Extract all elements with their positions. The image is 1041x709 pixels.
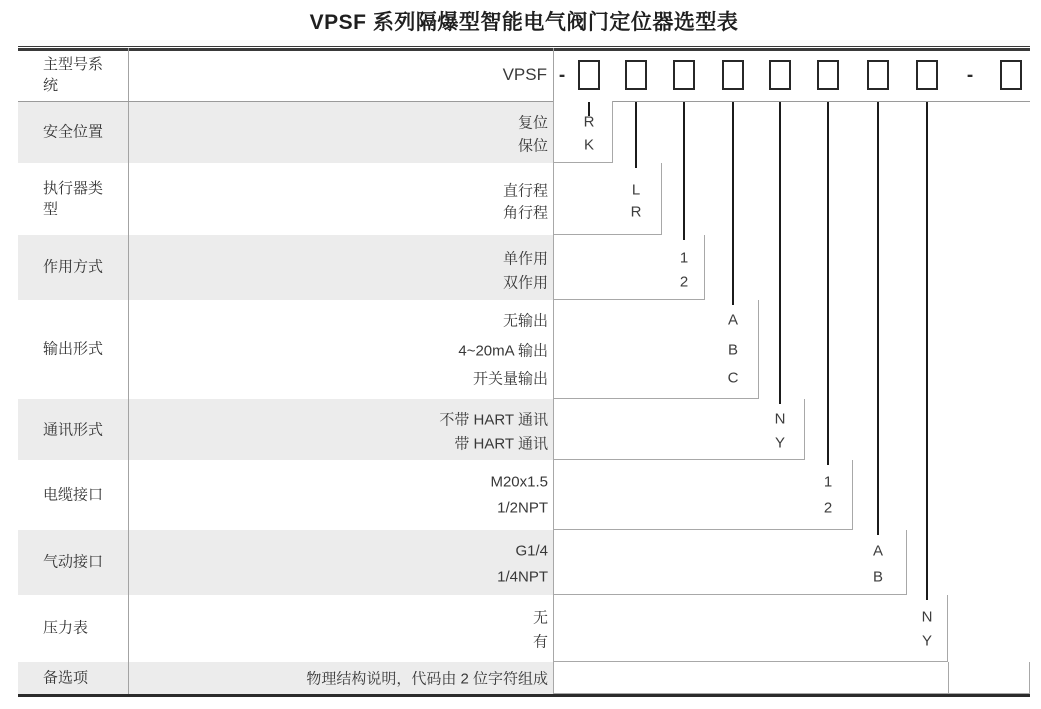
option-name: 1/2NPT: [497, 499, 548, 517]
option-code: C: [727, 369, 739, 387]
code-box-4: [722, 60, 744, 90]
dash-separator: -: [558, 65, 566, 86]
option-name: 有: [532, 633, 548, 651]
option-code: R: [630, 203, 642, 221]
option-name: 无输出: [502, 312, 548, 330]
option-name: 保位: [517, 137, 548, 155]
step-box-actuator-type: [553, 163, 662, 235]
connector-line-2: [635, 102, 637, 168]
option-code: L: [631, 181, 641, 199]
step-box-optional-item: [553, 662, 1030, 694]
option-name: 双作用: [502, 274, 548, 292]
row-label-communication: 通讯形式: [43, 421, 104, 439]
row-label-cable-port: 电缆接口: [43, 486, 104, 504]
option-code: R: [583, 113, 595, 131]
top-rule-thick: [18, 48, 1030, 51]
row-label-actuator-type: 执行器类型: [43, 180, 104, 218]
connector-line-6: [827, 102, 829, 465]
code-box-6: [817, 60, 839, 90]
option-code: Y: [774, 434, 785, 452]
row-label-optional-item: 备选项: [43, 669, 89, 687]
optional-item-description: 物理结构说明，代码由 2 位字符组成: [306, 670, 548, 688]
option-name: 角行程: [502, 204, 548, 222]
option-code: N: [774, 410, 786, 428]
option-name: 开关量输出: [472, 370, 548, 388]
dash-separator-suffix: -: [966, 65, 974, 86]
option-name: G1/4: [515, 542, 548, 560]
page-title: VPSF 系列隔爆型智能电气阀门定位器选型表: [309, 11, 739, 34]
step-box-optional-divider: [948, 662, 949, 694]
connector-line-3: [683, 102, 685, 240]
top-rule-thin: [18, 46, 1030, 47]
code-box-8: [916, 60, 938, 90]
row-label-output-form: 输出形式: [43, 340, 104, 358]
suffix-code-box: [1000, 60, 1022, 90]
connector-line-5: [779, 102, 781, 404]
option-code: K: [583, 136, 594, 154]
connector-line-4: [732, 102, 734, 305]
row-label-pneumatic-port: 气动接口: [43, 553, 104, 571]
model-prefix: VPSF: [502, 65, 547, 84]
option-code: 1: [679, 249, 689, 267]
option-name: 不带 HART 通讯: [439, 411, 548, 429]
step-box-pneumatic-port: [553, 530, 907, 595]
option-name: 带 HART 通讯: [454, 435, 548, 453]
row-label-safety-position: 安全位置: [43, 123, 104, 141]
option-name: 单作用: [502, 250, 548, 268]
bottom-rule: [18, 694, 1030, 697]
option-code: 1: [823, 473, 833, 491]
code-box-7: [867, 60, 889, 90]
label-column-divider: [128, 48, 129, 694]
row-label-action-mode: 作用方式: [43, 258, 104, 276]
option-code: B: [872, 568, 883, 586]
code-box-3: [673, 60, 695, 90]
option-code: A: [872, 542, 883, 560]
option-code: 2: [679, 273, 689, 291]
code-box-1: [578, 60, 600, 90]
option-code: N: [921, 608, 933, 626]
option-name: 4~20mA 输出: [458, 342, 548, 360]
option-name: 复位: [517, 114, 548, 132]
step-box-cable-port: [553, 460, 853, 530]
connector-line-7: [877, 102, 879, 535]
option-name: 直行程: [502, 182, 548, 200]
row-label-pressure-gauge: 压力表: [43, 619, 89, 637]
option-code: B: [727, 341, 738, 359]
step-box-pressure-gauge: [553, 595, 948, 662]
connector-line-8: [926, 102, 928, 600]
option-code: Y: [921, 632, 932, 650]
option-code: 2: [823, 499, 833, 517]
option-name: 1/4NPT: [497, 568, 548, 586]
code-box-2: [625, 60, 647, 90]
option-name: M20x1.5: [490, 473, 548, 491]
row-label-model-series: 主型号系统: [43, 56, 104, 94]
option-name: 无: [532, 609, 548, 627]
code-box-5: [769, 60, 791, 90]
option-code: A: [727, 311, 738, 329]
step-box-safety-position: [553, 101, 613, 163]
